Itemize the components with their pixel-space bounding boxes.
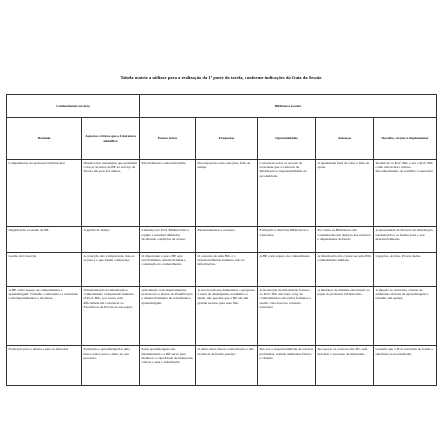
group-header-knowledge: Conhecimento na área: [7, 95, 140, 118]
table-row: [7, 159, 437, 226]
table-row: [7, 252, 437, 286]
group-header-school-library: Biblioteca escolar: [140, 95, 437, 118]
table-cell: A BE é um espaço de conhecimento: [258, 252, 316, 286]
table-cell: A ligação ao currículo, criação de ambientes virtuais de aprendizagem e trabalho em equipa.: [374, 286, 437, 345]
column-header-threats: Ameaças: [316, 118, 374, 159]
table-cell: O aluno deve buscar a informação e não recebê-la de forma passiva.: [196, 346, 258, 385]
table-cell: Formação a nível das Bibliotecas e Literacias.: [258, 227, 316, 252]
table-cell: Dar aos a responsabilidade de resolver problemas, criando ambientes físicos e virtuais.: [258, 346, 316, 385]
table-cell: O importante é que a BE seja envolvimento, interactividade e construção do conhecimento: [140, 252, 196, 286]
document-title: Tabela matriz a utilizar para a realização da 1ª parte da tarefa, conforme indicações do Guia da Sessão: [120, 75, 322, 80]
table-cell: A escola tem que demonstrar o progresso a nível de desempenho académico e ainda, não percebe que a BE são um grande recurso para esse fim.: [196, 286, 258, 345]
table-cell: Liderança do Prof. Bibliotecário e equipa e standard definidos facultando condições de acesso: [140, 227, 196, 252]
table-row: [7, 227, 437, 252]
table-row: [7, 286, 437, 345]
table-cell: A quantidade falta de valor e falta de apoio.: [316, 159, 374, 226]
table-cell: O conceito de uma Bib. é o desenvolvimento humano, não só informações.: [196, 252, 258, 286]
table-cell: Envolvimento e interactividade.: [140, 159, 196, 226]
table-row: [7, 346, 437, 385]
column-header-domain: Domínio: [7, 118, 82, 159]
table-cell: Incentivar os Prof. Bib. a ver o Prof. Bib. como um recurso valioso. Reconhecimento do trabalho cooperativo: [374, 159, 437, 226]
table-cell: A necessidade de literacia da informação, estabelecida e os fundos para o seu desenvolvimento.: [374, 227, 437, 252]
column-header-strengths: Pontos fortes: [140, 118, 196, 159]
table-cell: Por vezes as Bibliotecas são consideradas um despejo dos recursos e dependentes de fundo: [316, 227, 374, 252]
table-cell: A mudança de atitudes em relação ao papel do professor bibliotecário.: [316, 286, 374, 345]
table-cell: A informação não é pode ser uma Bib. conhecimento humano: [316, 252, 374, 286]
table-cell: Formação e aprendizagem é uma busca activa para o aluno no seu processo.: [82, 346, 140, 385]
table-cell: Estas aprendizagens são fundamentais e a BE serve para melhorar a capacidade de interpretar, criticar e usar a informação: [140, 346, 196, 385]
table-cell: Preocupações com colecções, falta de tempo.: [196, 159, 258, 226]
table-cell: Incorporar os recursos das TIC sem descurar o processo de impressão.: [316, 346, 374, 385]
column-header-row: [7, 118, 437, 159]
column-header-opportunities: Oportunidades: [258, 118, 316, 159]
table-cell: A gestão de tempo: [82, 227, 140, 252]
group-header-row: [7, 95, 437, 118]
table-cell: Ligações, Acções, Provas dadas.: [374, 252, 437, 286]
column-header-challenges: Desafios, Acções a implementar: [374, 118, 437, 159]
table-cell: A tecnologia de informação fornece ao Prof. Bib. um vasto conj. de conhecimentos em vários formatos e assim, colocá-los no contexto educativo: [258, 286, 316, 345]
column-header-weaknesses: Fraquezas: [196, 118, 258, 159]
row-domain-cell: Competências do professor bibliotecário: [7, 159, 82, 226]
row-domain-cell: Formação para a leitura e para as literacias: [7, 346, 82, 385]
table-cell: Garantir que o Prof. intervém de forma a satisfazer as necessidades: [374, 346, 437, 385]
table-cell: Desenvolver estratégias que permitam colocar recursos da BE ao serviço da Escola em prol dos alunos.: [82, 159, 140, 226]
table-cell: Articulação com departamentos, professores e alunos do Planificação e desenvolvimento de actividades e aprendizagem.: [140, 286, 196, 345]
column-header-critical-aspects: Aspectos críticos que a Literatura identifica: [82, 118, 140, 159]
row-domain-cell: A BE como espaço de conhecimento e aprendizagem: Trabalho colaborativo e articulado com Departamentos e docentes.: [7, 286, 82, 345]
table-cell: Financiamentos e recursos: [196, 227, 258, 252]
task-matrix-table: [6, 94, 437, 386]
row-domain-cell: Organização e Gestão da BE: [7, 227, 82, 252]
table-cell: A colecção não é importante, mas as acções e o que fazem a diferença: [82, 252, 140, 286]
table-cell: Transformação da informação e conhecimento compreendo humano. O Prof. Bib., por vezes, tem dificuldade em convencer os Executivos da Escola do seu papel.: [82, 286, 140, 345]
row-domain-cell: Gestão da Colecção: [7, 252, 82, 286]
table-cell: Convencer todos os actores da sociedade que a Literacia da Informação é responsabilidade da escolaridade.: [258, 159, 316, 226]
